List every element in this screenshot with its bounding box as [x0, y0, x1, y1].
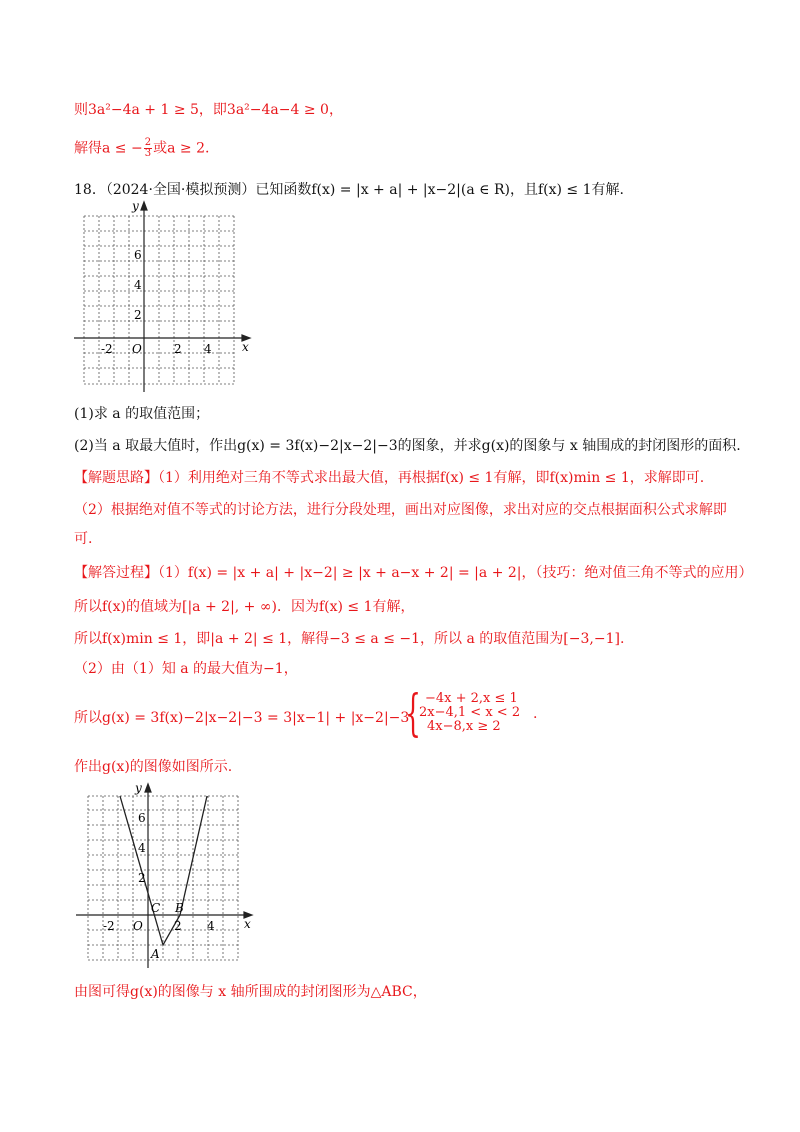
y-tick-4-2: 4	[138, 841, 146, 855]
x-tick-neg2-2: -2	[103, 919, 115, 933]
y-tick-2-2: 2	[138, 871, 146, 885]
y-tick-6-1: 6	[134, 248, 142, 262]
piecewise-end: .	[533, 706, 538, 722]
origin-label-2: O	[133, 919, 143, 933]
sub-question-2: (2)当 a 取最大值时，作出g(x) = 3f(x)−2|x−2|−3的图象，并求g(x)的图象与 x 轴围成的封闭图形的面积.	[74, 438, 741, 454]
x-tick-4-2: 4	[207, 919, 215, 933]
solution-step-2: 所以f(x)的值域为[|a + 2|, + ∞)．因为f(x) ≤ 1有解，	[74, 599, 415, 615]
point-label-a: A	[151, 947, 160, 961]
solution-step-7: 由图可得g(x)的图像与 x 轴所围成的封闭图形为△ABC，	[74, 984, 427, 1000]
solution-step-4: （2）由（1）知 a 的最大值为−1，	[74, 661, 298, 677]
x-tick-2-2: 2	[174, 919, 182, 933]
axes-2	[76, 784, 252, 968]
x-tick-2-1: 2	[174, 342, 182, 356]
piecewise-case-3: 4x−8,x ≥ 2	[427, 719, 501, 734]
axes-1	[74, 202, 250, 392]
solution-line-2: 解得a ≤ − $\frac{2}{3}$ 或a ≥ 2.	[74, 137, 210, 159]
point-label-b: B	[175, 901, 184, 915]
point-label-c: C	[151, 901, 161, 915]
fraction-two-thirds: $\frac{2}{3}$	[144, 137, 152, 159]
x-axis-label-1: x	[242, 340, 249, 354]
piecewise-case-2: 2x−4,1 < x < 2	[419, 705, 521, 720]
y-axis-label-2: y	[135, 782, 142, 795]
sub-question-1: (1)求 a 的取值范围；	[74, 406, 210, 422]
y-tick-4-1: 4	[134, 278, 142, 292]
x-tick-4-1: 4	[204, 342, 212, 356]
y-axis-label-1: y	[132, 199, 139, 213]
piecewise-brace: {	[405, 684, 421, 742]
question-18-title: 18．（2024·全国·模拟预测）已知函数f(x) = |x + a| + |x−2|(a ∈ R)，且f(x) ≤ 1有解.	[74, 182, 624, 198]
solution-step-6: 作出g(x)的图像如图所示.	[74, 759, 233, 775]
solution-step-5: 所以g(x) = 3f(x)−2|x−2|−3 = 3|x−1| + |x−2|−3	[74, 710, 410, 726]
piecewise-case-1: −4x + 2,x ≤ 1	[425, 691, 518, 706]
solution-step-3: 所以f(x)min ≤ 1，即|a + 2| ≤ 1，解得−3 ≤ a ≤ −1，所以 a 的取值范围为[−3,−1].	[74, 631, 625, 647]
solution-step-1: 【解答过程】（1）f(x) = |x + a| + |x−2| ≥ |x + a−x + 2| = |a + 2|，（技巧：绝对值三角不等式的应用）	[74, 565, 753, 581]
x-axis-label-2: x	[244, 917, 251, 931]
grid-1	[84, 216, 234, 384]
graph-2	[70, 782, 260, 972]
x-tick-neg2-1: -2	[101, 342, 113, 356]
solution-idea-1: 【解题思路】（1）利用绝对三角不等式求出最大值，再根据f(x) ≤ 1有解，即f(x)min ≤ 1，求解即可.	[74, 470, 705, 486]
y-tick-2-1: 2	[134, 308, 142, 322]
y-tick-6-2: 6	[138, 811, 146, 825]
solution-line-1: 则3a²−4a + 1 ≥ 5，即3a²−4a−4 ≥ 0，	[74, 102, 343, 118]
graph-1	[70, 196, 260, 396]
grid-2	[88, 796, 238, 960]
solution-idea-2: （2）根据绝对值不等式的讨论方法，进行分段处理，画出对应图像，求出对应的交点根据面积公式求解即	[74, 502, 727, 518]
origin-label-1: O	[132, 342, 142, 356]
solution-idea-2-cont: 可.	[74, 531, 93, 547]
